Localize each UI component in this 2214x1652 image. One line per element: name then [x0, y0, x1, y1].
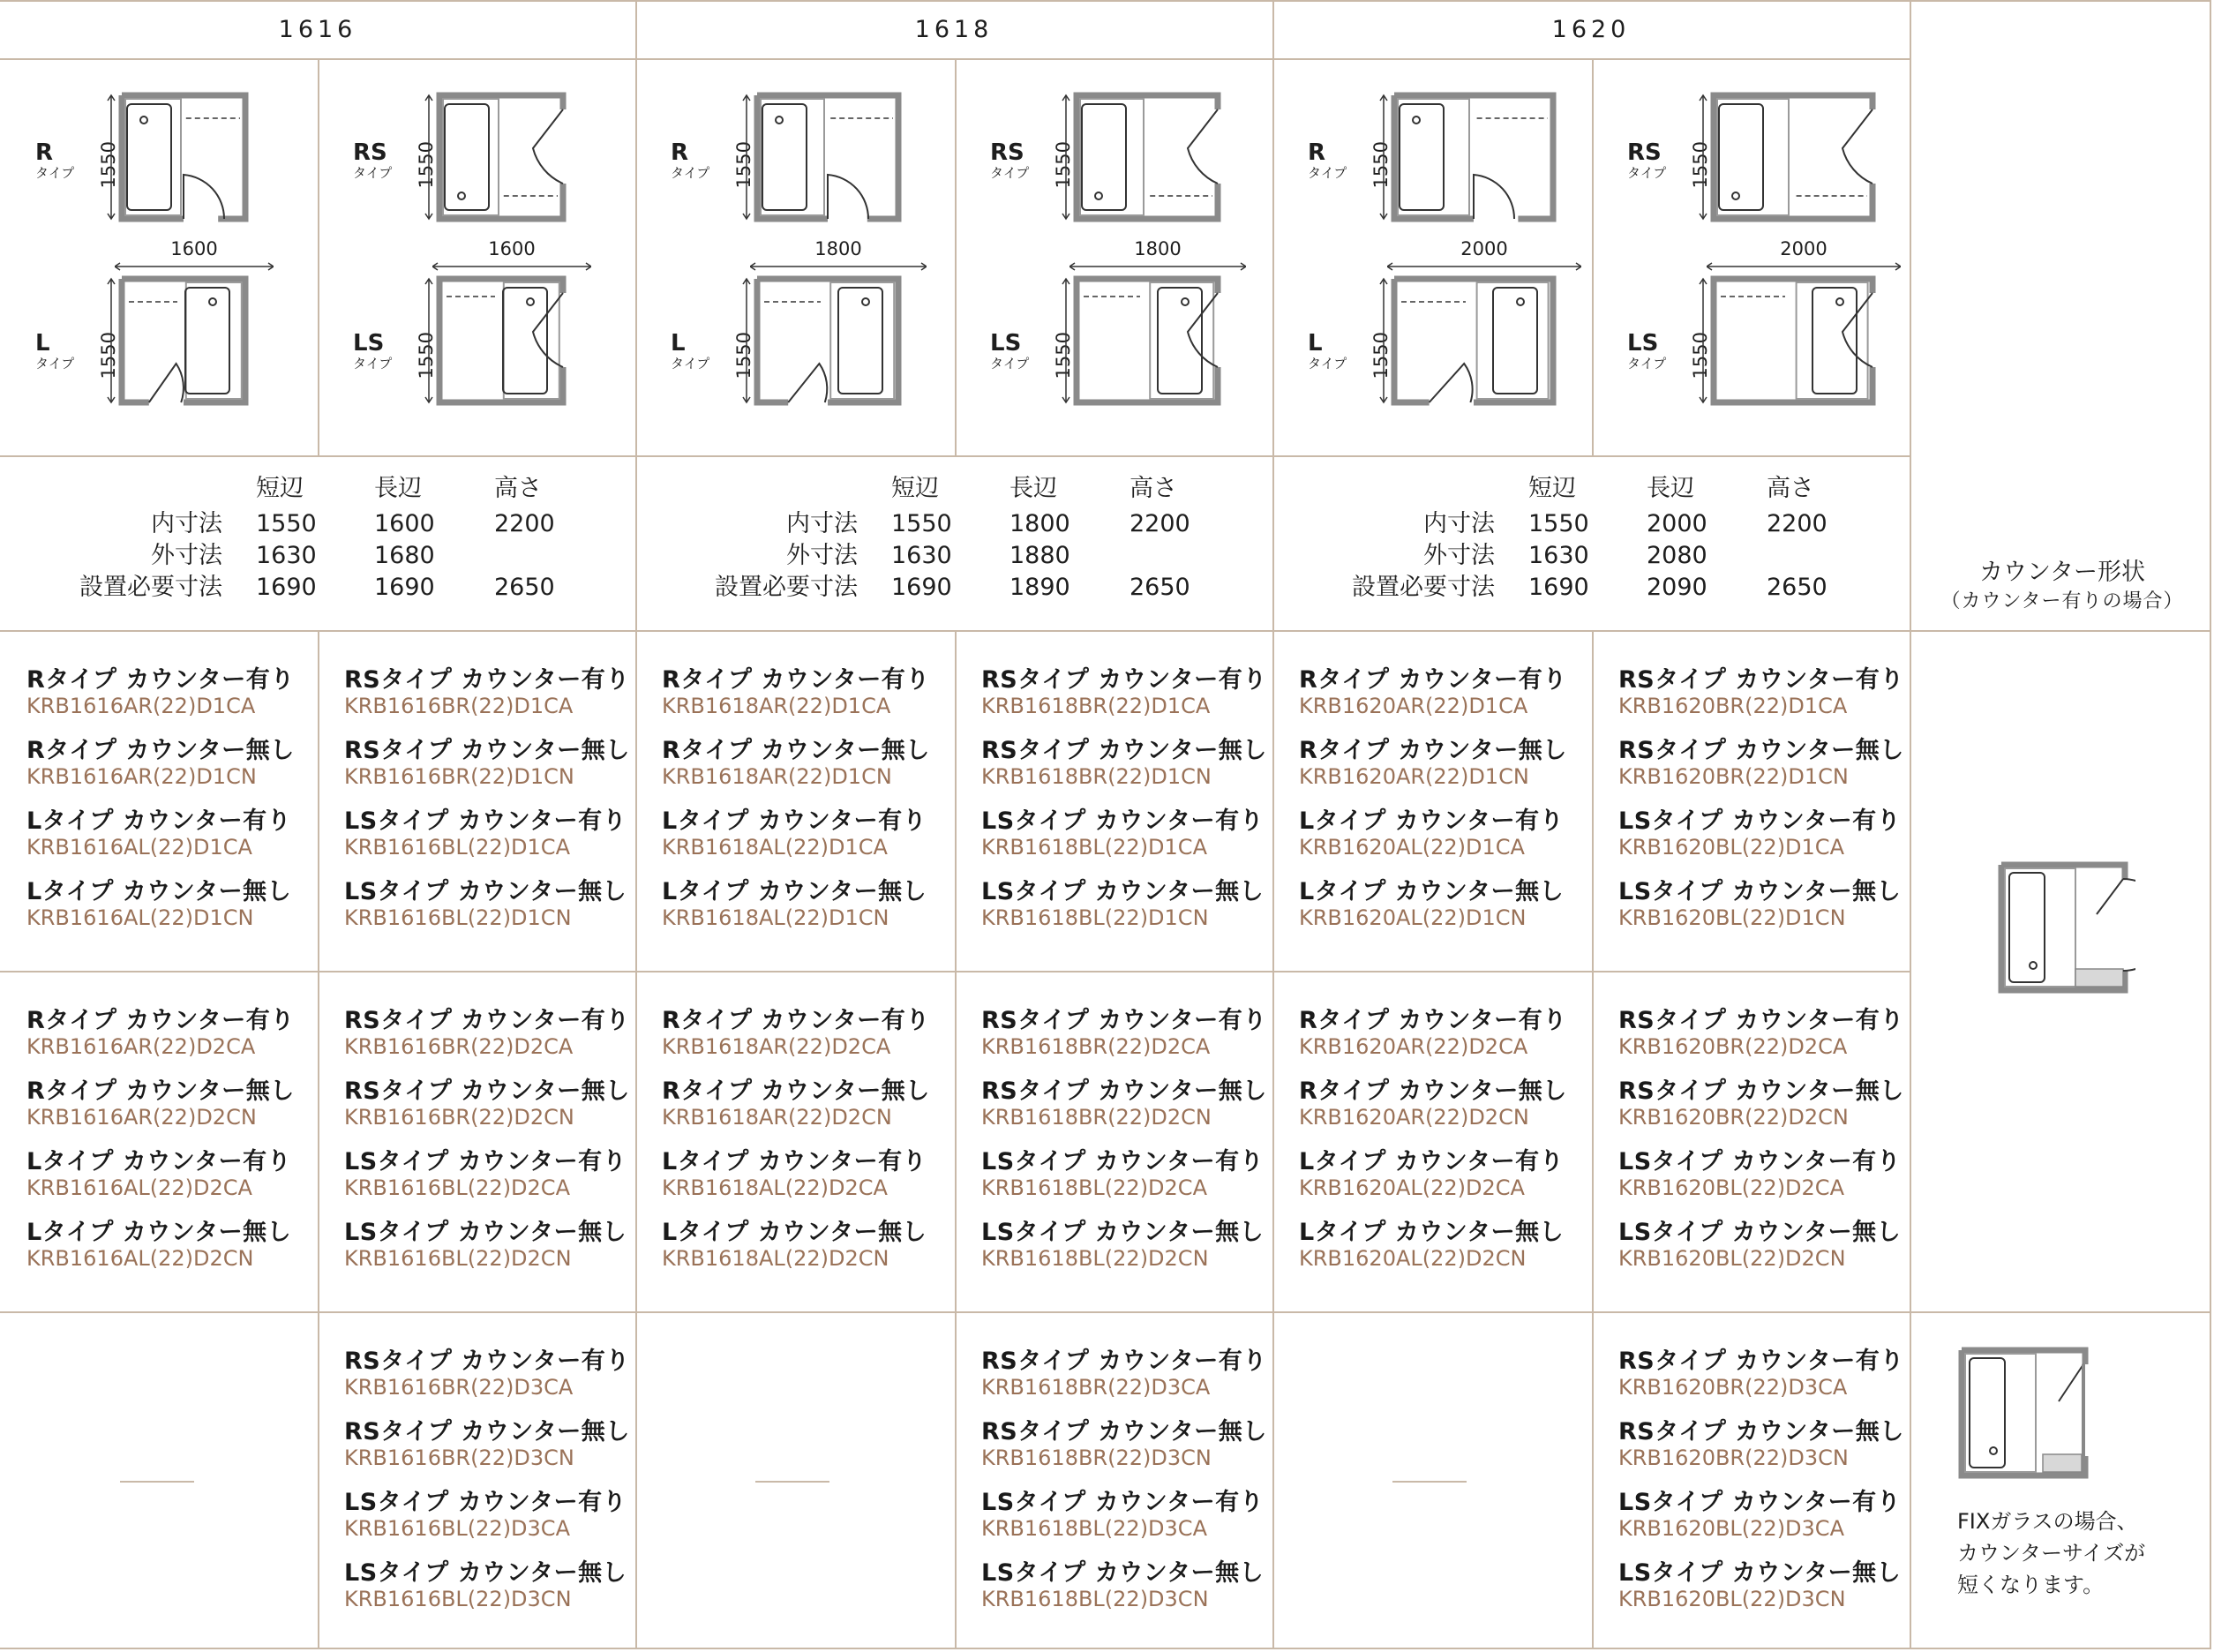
dim-value: 2200: [494, 510, 555, 537]
product-code: KRB1616AL(22)D2CA: [26, 1175, 252, 1200]
plan-drawing: [1377, 272, 1588, 413]
product-code: KRB1618BL(22)D3CA: [981, 1516, 1207, 1541]
plan-drawing: [1696, 88, 1908, 229]
product-code: KRB1616AL(22)D2CN: [26, 1246, 254, 1271]
divider-row-d2: [0, 1311, 2211, 1313]
product-code: KRB1618BR(22)D1CA: [981, 694, 1211, 718]
dim-header: 短辺: [256, 475, 304, 502]
product-label: LSタイプ カウンター有り: [981, 1489, 1265, 1516]
product-label: RSタイプ カウンター無し: [1618, 1078, 1904, 1105]
floor-plan-1620-L: [1308, 272, 1625, 466]
dim-value: 1690: [1528, 574, 1589, 601]
product-code: KRB1618AL(22)D2CA: [662, 1175, 888, 1200]
dim-value: 2650: [1130, 574, 1190, 601]
dim-value: 2000: [1647, 510, 1707, 537]
product-label: RSタイプ カウンター有り: [344, 1007, 630, 1034]
product-label: RSタイプ カウンター無し: [344, 737, 630, 764]
dim-row-label: 設置必要寸法: [1352, 574, 1495, 601]
plan-type-label: RS: [990, 139, 1024, 166]
dim-value: 2650: [494, 574, 555, 601]
plan-type-suffix: タイプ: [1627, 356, 1667, 372]
plan-type-label: LS: [1627, 330, 1659, 357]
product-label: RSタイプ カウンター有り: [1618, 1007, 1904, 1034]
product-code: KRB1616BL(22)D2CA: [344, 1175, 570, 1200]
product-code: KRB1616BL(22)D1CN: [344, 905, 572, 930]
counter-shape-subtitle: （カウンター有りの場合）: [1940, 590, 2184, 612]
plan-short-dim: 1550: [1053, 332, 1074, 379]
plan-drawing: [1377, 88, 1588, 229]
dim-value: 2090: [1647, 574, 1707, 601]
dim-header: 高さ: [1767, 475, 1814, 502]
product-label: Lタイプ カウンター有り: [662, 807, 927, 835]
product-code: KRB1618BL(22)D1CN: [981, 905, 1209, 930]
product-label: LSタイプ カウンター無し: [981, 1219, 1265, 1246]
product-code: KRB1620AR(22)D1CA: [1299, 694, 1528, 718]
product-code: KRB1618AR(22)D1CA: [662, 694, 891, 718]
product-label: RSタイプ カウンター有り: [1618, 666, 1904, 694]
plan-type-suffix: タイプ: [353, 356, 393, 372]
product-code: KRB1620AL(22)D1CA: [1299, 835, 1525, 860]
product-label: Lタイプ カウンター有り: [1299, 807, 1565, 835]
plan-long-dim-label: 2000: [1460, 238, 1508, 259]
product-code: KRB1620BR(22)D3CA: [1618, 1375, 1848, 1400]
plan-type-suffix: タイプ: [671, 165, 710, 181]
product-label: LSタイプ カウンター無し: [1618, 1219, 1902, 1246]
plan-type-suffix: タイプ: [990, 165, 1030, 181]
product-label: Lタイプ カウンター無し: [662, 878, 927, 905]
product-label: Rタイプ カウンター有り: [26, 666, 295, 694]
dim-row-label: 外寸法: [786, 542, 858, 569]
size-header-1616: 1616: [278, 16, 357, 43]
plan-drawing: [104, 88, 281, 229]
dim-value: 1550: [891, 510, 952, 537]
product-code: KRB1618BR(22)D2CN: [981, 1105, 1212, 1130]
product-code: KRB1616AL(22)D1CN: [26, 905, 254, 930]
fix-note-line-2: カウンターサイズが: [1957, 1541, 2146, 1566]
dim-row-label: 設置必要寸法: [79, 574, 222, 601]
plan-short-dim: 1550: [1053, 141, 1074, 189]
product-label: Rタイプ カウンター無し: [26, 1078, 295, 1105]
product-label: Lタイプ カウンター無し: [1299, 1219, 1565, 1246]
dim-value: 1690: [256, 574, 317, 601]
dim-value: 1600: [374, 510, 435, 537]
product-label: RSタイプ カウンター有り: [981, 666, 1267, 694]
product-code: KRB1620BL(22)D2CN: [1618, 1246, 1846, 1271]
product-code: KRB1616BL(22)D2CN: [344, 1246, 572, 1271]
product-code: KRB1616AR(22)D1CA: [26, 694, 256, 718]
product-code: KRB1618BL(22)D2CN: [981, 1246, 1209, 1271]
plan-type-suffix: タイプ: [35, 356, 75, 372]
product-label: LSタイプ カウンター有り: [344, 1489, 627, 1516]
product-label: LSタイプ カウンター無し: [981, 878, 1265, 905]
plan-drawing: [739, 272, 934, 413]
product-label: Rタイプ カウンター有り: [1299, 1007, 1567, 1034]
product-label: RSタイプ カウンター無し: [344, 1078, 630, 1105]
product-label: LSタイプ カウンター有り: [1618, 807, 1902, 835]
plan-long-dim-arrow: [115, 261, 274, 272]
dim-row-label: 内寸法: [1423, 510, 1495, 537]
dim-value: 2650: [1767, 574, 1827, 601]
product-label: Lタイプ カウンター有り: [26, 807, 292, 835]
product-code: KRB1618AL(22)D1CN: [662, 905, 889, 930]
dim-value: 1680: [374, 542, 435, 569]
product-code: KRB1618BR(22)D3CA: [981, 1375, 1211, 1400]
code-divider-2: [1592, 630, 1594, 1649]
product-label: Lタイプ カウンター有り: [662, 1148, 927, 1175]
product-label: LSタイプ カウンター無し: [344, 1559, 627, 1587]
plan-type-suffix: タイプ: [1308, 356, 1347, 372]
product-code: KRB1620BR(22)D1CN: [1618, 764, 1849, 789]
plan-long-dim-label: 1600: [170, 238, 218, 259]
product-label: Lタイプ カウンター有り: [26, 1148, 292, 1175]
dim-row-label: 内寸法: [786, 510, 858, 537]
plan-drawing: [1059, 88, 1253, 229]
product-label: RSタイプ カウンター有り: [981, 1007, 1267, 1034]
plan-long-dim-arrow: [1069, 261, 1246, 272]
plan-type-label: R: [35, 139, 54, 166]
size-header-1620: 1620: [1551, 16, 1631, 43]
plan-type-label: L: [1308, 330, 1323, 357]
product-code: KRB1616BL(22)D3CA: [344, 1516, 570, 1541]
product-code: KRB1618BR(22)D3CN: [981, 1446, 1212, 1470]
dim-value: 1800: [1009, 510, 1070, 537]
dim-value: 1690: [374, 574, 435, 601]
dim-value: 1880: [1009, 542, 1070, 569]
not-available-dash: [755, 1481, 829, 1483]
plan-short-dim: 1550: [98, 141, 119, 189]
not-available-dash: [120, 1481, 194, 1483]
product-label: Rタイプ カウンター無し: [662, 737, 930, 764]
plan-type-suffix: タイプ: [35, 165, 75, 181]
floor-plan-1618-LS: [990, 272, 1308, 466]
plan-long-dim-label: 2000: [1780, 238, 1827, 259]
product-label: LSタイプ カウンター有り: [344, 807, 627, 835]
product-label: RSタイプ カウンター有り: [344, 666, 630, 694]
product-code: KRB1618AR(22)D2CN: [662, 1105, 892, 1130]
dim-row-label: 内寸法: [151, 510, 222, 537]
not-available-dash: [1392, 1481, 1467, 1483]
product-code: KRB1618AR(22)D2CA: [662, 1034, 891, 1059]
dim-value: 1630: [256, 542, 317, 569]
dim-header: 高さ: [1130, 475, 1177, 502]
product-label: Rタイプ カウンター無し: [662, 1078, 930, 1105]
product-code: KRB1618AL(22)D2CN: [662, 1246, 889, 1271]
product-label: Lタイプ カウンター有り: [1299, 1148, 1565, 1175]
product-label: Rタイプ カウンター有り: [26, 1007, 295, 1034]
plan-short-dim: 1550: [733, 332, 754, 379]
floor-plan-1618-L: [671, 272, 988, 466]
product-label: Lタイプ カウンター無し: [26, 878, 292, 905]
product-label: RSタイプ カウンター無し: [1618, 1418, 1904, 1446]
product-code: KRB1620BL(22)D3CA: [1618, 1516, 1844, 1541]
plan-drawing: [739, 88, 934, 229]
floor-plan-1620-LS: [1627, 272, 1945, 466]
product-code: KRB1618BL(22)D3CN: [981, 1587, 1209, 1611]
fix-note-line-3: 短くなります。: [1957, 1573, 2105, 1597]
product-code: KRB1618BL(22)D2CA: [981, 1175, 1207, 1200]
plan-long-dim-arrow: [750, 261, 927, 272]
product-code: KRB1620BR(22)D2CN: [1618, 1105, 1849, 1130]
dim-value: 1630: [1528, 542, 1589, 569]
product-code: KRB1618BR(22)D2CA: [981, 1034, 1211, 1059]
plan-type-suffix: タイプ: [353, 165, 393, 181]
product-code: KRB1620BL(22)D1CN: [1618, 905, 1846, 930]
plan-short-dim: 1550: [98, 332, 119, 379]
product-label: LSタイプ カウンター無し: [344, 1219, 627, 1246]
product-label: Rタイプ カウンター無し: [26, 737, 295, 764]
plan-drawing: [422, 88, 598, 229]
product-code: KRB1616AR(22)D2CN: [26, 1105, 257, 1130]
product-code: KRB1616BR(22)D3CA: [344, 1375, 574, 1400]
product-code: KRB1620AR(22)D1CN: [1299, 764, 1529, 789]
product-code: KRB1616BL(22)D1CA: [344, 835, 570, 860]
dim-value: 1690: [891, 574, 952, 601]
product-code: KRB1616BR(22)D2CN: [344, 1105, 574, 1130]
floor-plan-1616-LS: [353, 272, 671, 466]
product-label: LSタイプ カウンター有り: [344, 1148, 627, 1175]
dim-value: 1890: [1009, 574, 1070, 601]
dim-header: 短辺: [891, 475, 939, 502]
dim-row-label: 外寸法: [1423, 542, 1495, 569]
plan-short-dim: 1550: [416, 332, 437, 379]
plan-type-label: RS: [353, 139, 387, 166]
product-label: LSタイプ カウンター無し: [981, 1559, 1265, 1587]
plan-type-label: L: [35, 330, 50, 357]
product-code: KRB1616BL(22)D3CN: [344, 1587, 572, 1611]
plan-short-dim: 1550: [416, 141, 437, 189]
code-divider-0: [318, 630, 319, 1649]
plan-short-dim: 1550: [1370, 141, 1392, 189]
dim-header: 短辺: [1528, 475, 1576, 502]
product-label: LSタイプ カウンター有り: [981, 807, 1265, 835]
product-code: KRB1618AR(22)D1CN: [662, 764, 892, 789]
product-code: KRB1620AL(22)D2CA: [1299, 1175, 1525, 1200]
product-label: Lタイプ カウンター無し: [1299, 878, 1565, 905]
plan-long-dim-arrow: [1387, 261, 1581, 272]
counter-shape-diagram-fix: [1955, 1343, 2096, 1484]
plan-drawing: [1696, 272, 1908, 413]
product-code: KRB1618AL(22)D1CA: [662, 835, 888, 860]
plan-type-label: R: [1308, 139, 1326, 166]
product-code: KRB1620BR(22)D1CA: [1618, 694, 1848, 718]
product-label: RSタイプ カウンター無し: [981, 737, 1267, 764]
product-code: KRB1620BR(22)D3CN: [1618, 1446, 1849, 1470]
counter-shape-diagram-standard: [1994, 858, 2135, 999]
dim-row-label: 設置必要寸法: [715, 574, 858, 601]
product-label: LSタイプ カウンター無し: [344, 878, 627, 905]
product-label: Rタイプ カウンター有り: [662, 1007, 930, 1034]
product-code: KRB1616BR(22)D1CA: [344, 694, 574, 718]
plan-type-label: RS: [1627, 139, 1662, 166]
product-code: KRB1620AR(22)D2CA: [1299, 1034, 1528, 1059]
dim-value: 1550: [1528, 510, 1589, 537]
product-code: KRB1620BL(22)D3CN: [1618, 1587, 1846, 1611]
product-label: RSタイプ カウンター無し: [981, 1078, 1267, 1105]
product-label: LSタイプ カウンター有り: [1618, 1489, 1902, 1516]
product-label: Rタイプ カウンター無し: [1299, 1078, 1567, 1105]
product-code: KRB1616BR(22)D2CA: [344, 1034, 574, 1059]
product-label: LSタイプ カウンター有り: [981, 1148, 1265, 1175]
plan-long-dim-label: 1800: [1134, 238, 1182, 259]
dim-header: 長辺: [374, 475, 422, 502]
dim-header: 長辺: [1647, 475, 1694, 502]
plan-drawing: [422, 272, 598, 413]
fix-note-line-1: FIXガラスの場合、: [1957, 1509, 2138, 1534]
dim-value: 2200: [1767, 510, 1827, 537]
product-code: KRB1618BR(22)D1CN: [981, 764, 1212, 789]
product-code: KRB1616AR(22)D1CN: [26, 764, 257, 789]
product-label: RSタイプ カウンター有り: [344, 1348, 630, 1375]
plan-type-label: L: [671, 330, 686, 357]
floor-plan-1616-L: [35, 272, 353, 466]
plan-type-suffix: タイプ: [1627, 165, 1667, 181]
plan-long-dim-arrow: [1707, 261, 1901, 272]
product-label: Lタイプ カウンター無し: [662, 1219, 927, 1246]
product-code: KRB1618BL(22)D1CA: [981, 835, 1207, 860]
code-divider-1: [955, 630, 957, 1649]
product-label: RSタイプ カウンター無し: [344, 1418, 630, 1446]
product-code: KRB1616BR(22)D3CN: [344, 1446, 574, 1470]
plan-long-dim-label: 1600: [488, 238, 536, 259]
dim-value: 1550: [256, 510, 317, 537]
product-label: LSタイプ カウンター無し: [1618, 1559, 1902, 1587]
product-code: KRB1616AR(22)D2CA: [26, 1034, 256, 1059]
product-code: KRB1620AL(22)D1CN: [1299, 905, 1527, 930]
dim-header: 長辺: [1009, 475, 1057, 502]
plan-drawing: [104, 272, 281, 413]
product-label: Rタイプ カウンター有り: [662, 666, 930, 694]
dim-value: 2080: [1647, 542, 1707, 569]
product-label: RSタイプ カウンター無し: [1618, 737, 1904, 764]
plan-type-label: LS: [990, 330, 1022, 357]
product-label: RSタイプ カウンター有り: [981, 1348, 1267, 1375]
product-label: RSタイプ カウンター無し: [981, 1418, 1267, 1446]
plan-short-dim: 1550: [1370, 332, 1392, 379]
product-label: RSタイプ カウンター有り: [1618, 1348, 1904, 1375]
product-code: KRB1616AL(22)D1CA: [26, 835, 252, 860]
dim-value: 1630: [891, 542, 952, 569]
dim-header: 高さ: [494, 475, 542, 502]
product-label: LSタイプ カウンター無し: [1618, 878, 1902, 905]
product-code: KRB1616BR(22)D1CN: [344, 764, 574, 789]
divider-dims: [0, 630, 2211, 632]
size-header-1618: 1618: [914, 16, 994, 43]
plan-long-dim-label: 1800: [814, 238, 862, 259]
product-label: Rタイプ カウンター有り: [1299, 666, 1567, 694]
product-code: KRB1620BR(22)D2CA: [1618, 1034, 1848, 1059]
counter-shape-title: カウンター形状: [1979, 559, 2145, 586]
plan-type-label: LS: [353, 330, 385, 357]
plan-short-dim: 1550: [1690, 141, 1711, 189]
plan-short-dim: 1550: [1690, 332, 1711, 379]
product-label: Rタイプ カウンター無し: [1299, 737, 1567, 764]
plan-short-dim: 1550: [733, 141, 754, 189]
product-code: KRB1620BL(22)D2CA: [1618, 1175, 1844, 1200]
product-code: KRB1620AL(22)D2CN: [1299, 1246, 1527, 1271]
dim-row-label: 外寸法: [151, 542, 222, 569]
plan-type-suffix: タイプ: [990, 356, 1030, 372]
product-label: Lタイプ カウンター無し: [26, 1219, 292, 1246]
plan-type-suffix: タイプ: [1308, 165, 1347, 181]
product-label: LSタイプ カウンター有り: [1618, 1148, 1902, 1175]
product-code: KRB1620BL(22)D1CA: [1618, 835, 1844, 860]
plan-type-label: R: [671, 139, 689, 166]
dim-value: 2200: [1130, 510, 1190, 537]
plan-drawing: [1059, 272, 1253, 413]
plan-long-dim-arrow: [432, 261, 591, 272]
product-code: KRB1620AR(22)D2CN: [1299, 1105, 1529, 1130]
plan-type-suffix: タイプ: [671, 356, 710, 372]
